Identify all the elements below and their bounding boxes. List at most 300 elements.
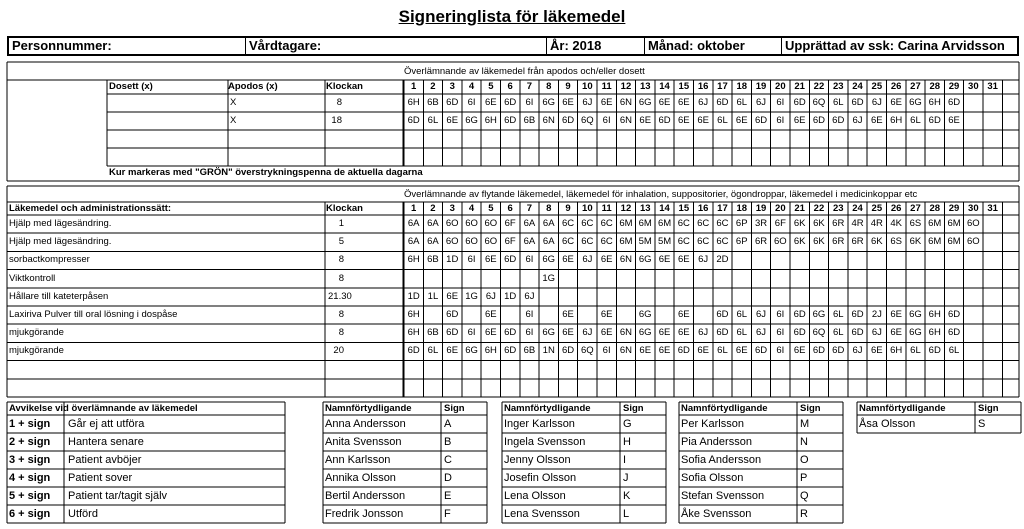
sign-cell[interactable] [964,148,983,166]
sign-cell[interactable] [809,148,828,166]
sign-cell[interactable] [713,148,732,166]
sign-cell[interactable]: 6J [852,115,863,126]
sign-cell[interactable]: 6L [717,115,728,126]
sign-cell[interactable] [944,148,963,166]
sign-cell[interactable] [694,361,713,379]
sign-cell[interactable] [983,233,1002,251]
sign-cell[interactable] [925,288,944,306]
sign-cell[interactable] [887,361,906,379]
sign-cell[interactable] [925,379,944,397]
sign-cell[interactable]: 1D [504,290,517,302]
sign-cell[interactable]: 6A [542,218,555,229]
sign-cell[interactable] [674,361,693,379]
sign-cell[interactable]: 6E [562,254,574,266]
sign-cell[interactable]: 6D [928,345,941,357]
sign-cell[interactable] [751,148,770,166]
sign-cell[interactable] [597,379,616,397]
sign-cell[interactable] [964,94,983,112]
sign-cell[interactable]: 6J [698,327,709,339]
sign-cell[interactable]: 6D [561,115,575,126]
apodos-cell[interactable]: X [230,115,237,126]
sign-cell[interactable] [713,270,732,288]
sign-cell[interactable] [751,379,770,397]
apodos-cell[interactable] [230,148,326,166]
sign-cell[interactable]: 1G [465,290,478,302]
sign-cell[interactable]: 6G [465,345,478,357]
sign-cell[interactable] [501,379,520,397]
sign-cell[interactable] [809,251,828,269]
sign-cell[interactable] [616,130,635,148]
sign-cell[interactable]: 6S [890,236,902,248]
sign-cell[interactable]: 6E [871,115,883,126]
sign-cell[interactable]: 6L [910,345,921,357]
sign-cell[interactable]: 6D [561,345,575,357]
sign-cell[interactable]: 6I [602,345,611,357]
sign-cell[interactable] [906,251,925,269]
sign-cell[interactable]: 6D [504,254,517,266]
sign-cell[interactable] [597,361,616,379]
sign-cell[interactable]: 5M [657,236,672,248]
sign-cell[interactable] [732,251,751,269]
sign-cell[interactable]: 6E [600,309,613,320]
sign-cell[interactable]: 6C [581,236,594,248]
sign-cell[interactable] [829,361,848,379]
sign-cell[interactable]: 6D [851,327,864,339]
sign-cell[interactable]: 6Q [580,115,594,126]
sign-cell[interactable]: 6N [619,97,633,108]
sign-cell[interactable] [694,306,713,324]
sign-cell[interactable]: 6M [657,218,672,229]
sign-cell[interactable]: 6D [812,345,826,357]
sign-cell[interactable] [790,148,809,166]
sign-cell[interactable]: 6L [736,97,748,108]
sign-cell[interactable]: 6K [793,218,806,229]
sign-cell[interactable]: 6Q [580,345,594,357]
sign-cell[interactable] [964,324,983,342]
sign-cell[interactable] [964,251,983,269]
sign-cell[interactable]: 6D [793,309,806,320]
sign-cell[interactable] [848,379,867,397]
sign-cell[interactable] [732,270,751,288]
sign-cell[interactable] [867,251,886,269]
sign-cell[interactable]: 6J [756,309,767,320]
sign-cell[interactable]: 6D [446,97,459,108]
sign-cell[interactable]: 6C [677,236,690,248]
sign-cell[interactable] [964,288,983,306]
sign-cell[interactable]: 6F [504,218,516,229]
sign-cell[interactable]: 6D [793,97,806,108]
sign-cell[interactable]: 6R [832,236,845,248]
sign-cell[interactable]: 6R [754,236,768,248]
sign-cell[interactable] [674,130,693,148]
sign-cell[interactable] [867,148,886,166]
sign-cell[interactable] [443,379,462,397]
sign-cell[interactable]: 6A [523,236,536,248]
sign-cell[interactable] [944,251,963,269]
sign-cell[interactable] [983,379,1002,397]
sign-cell[interactable]: 6E [485,309,497,320]
sign-cell[interactable] [636,130,655,148]
sign-cell[interactable]: 6A [427,236,439,248]
sign-cell[interactable] [829,148,848,166]
sign-cell[interactable] [829,288,848,306]
sign-cell[interactable]: 6K [909,236,922,248]
sign-cell[interactable] [983,342,1002,360]
sign-cell[interactable]: 6J [582,254,593,266]
sign-cell[interactable] [404,148,423,166]
sign-cell[interactable]: 6O [465,218,478,229]
sign-cell[interactable] [964,342,983,360]
sign-cell[interactable] [751,288,770,306]
sign-cell[interactable]: 6H [407,309,420,320]
sign-cell[interactable]: 6G [542,254,556,266]
sign-cell[interactable] [944,288,963,306]
sign-cell[interactable]: 6H [407,327,420,339]
sign-cell[interactable] [501,361,520,379]
sign-cell[interactable]: 6G [812,309,826,320]
sign-cell[interactable]: 6I [776,327,785,339]
sign-cell[interactable]: 6E [678,115,690,126]
sign-cell[interactable] [636,379,655,397]
sign-cell[interactable]: 1D [407,290,420,302]
sign-cell[interactable] [636,361,655,379]
sign-cell[interactable]: 6E [678,327,690,339]
sign-cell[interactable]: 6C [716,236,729,248]
sign-cell[interactable] [867,270,886,288]
sign-cell[interactable] [558,361,577,379]
sign-cell[interactable] [501,148,520,166]
sign-cell[interactable] [925,361,944,379]
sign-cell[interactable]: 6L [736,327,748,339]
sign-cell[interactable]: 2J [871,309,882,320]
sign-cell[interactable]: 6I [776,115,785,126]
sign-cell[interactable]: 6E [485,254,497,266]
sign-cell[interactable]: 6A [407,236,420,248]
sign-cell[interactable]: 6G [465,115,478,126]
sign-cell[interactable]: 6O [484,218,498,229]
sign-cell[interactable]: 6E [948,115,960,126]
sign-cell[interactable]: 6M [947,218,961,229]
sign-cell[interactable]: 6D [947,327,961,339]
sign-cell[interactable] [481,361,500,379]
sign-cell[interactable]: 6E [678,309,690,320]
dosett-cell[interactable] [109,130,227,148]
sign-cell[interactable]: 6D [812,115,826,126]
sign-cell[interactable]: 6E [446,115,459,126]
sign-cell[interactable]: 6N [542,115,555,126]
dosett-cell[interactable] [109,148,227,166]
sign-cell[interactable] [944,270,963,288]
sign-cell[interactable] [983,215,1002,233]
sign-cell[interactable]: 6E [658,345,671,357]
sign-cell[interactable] [829,270,848,288]
sign-cell[interactable] [964,112,983,130]
sign-cell[interactable] [887,288,906,306]
sign-cell[interactable]: 6R [851,236,864,248]
sign-cell[interactable] [539,148,558,166]
sign-cell[interactable] [578,288,597,306]
sign-cell[interactable] [616,361,635,379]
sign-cell[interactable]: 6E [639,345,652,357]
sign-cell[interactable] [771,270,790,288]
sign-cell[interactable]: 6E [562,327,574,339]
sign-cell[interactable] [655,288,674,306]
sign-cell[interactable]: 6D [851,309,864,320]
sign-cell[interactable]: 6L [427,115,439,126]
sign-cell[interactable]: 6H [928,309,941,320]
sign-cell[interactable] [713,361,732,379]
sign-cell[interactable]: 6G [638,327,652,339]
sign-cell[interactable] [906,148,925,166]
sign-cell[interactable] [925,270,944,288]
sign-cell[interactable] [790,361,809,379]
sign-cell[interactable]: 6L [717,345,728,357]
sign-cell[interactable]: 6C [581,218,594,229]
sign-cell[interactable] [558,130,577,148]
sign-cell[interactable]: 4R [851,218,864,229]
sign-cell[interactable] [597,288,616,306]
dosett-cell[interactable] [109,112,227,130]
sign-cell[interactable] [655,306,674,324]
sign-cell[interactable]: 6D [504,327,517,339]
sign-cell[interactable]: 6J [871,97,882,108]
sign-cell[interactable] [848,288,867,306]
sign-cell[interactable]: 6E [446,345,459,357]
sign-cell[interactable] [423,270,442,288]
sign-cell[interactable]: 6N [619,115,633,126]
sign-cell[interactable]: 6D [754,115,768,126]
sign-cell[interactable] [694,270,713,288]
sign-cell[interactable]: 6E [485,97,497,108]
sign-cell[interactable] [809,379,828,397]
sign-cell[interactable]: 6C [600,236,613,248]
sign-cell[interactable]: 6G [638,309,652,320]
sign-cell[interactable]: 6D [677,345,690,357]
sign-cell[interactable] [655,130,674,148]
sign-cell[interactable] [597,270,616,288]
sign-cell[interactable] [636,270,655,288]
sign-cell[interactable]: 6J [756,97,767,108]
sign-cell[interactable]: 6D [832,345,845,357]
sign-cell[interactable] [964,130,983,148]
sign-cell[interactable] [713,379,732,397]
sign-cell[interactable] [867,379,886,397]
sign-cell[interactable]: 6E [890,309,902,320]
sign-cell[interactable] [423,361,442,379]
sign-cell[interactable] [867,288,886,306]
sign-cell[interactable]: 6E [793,345,806,357]
sign-cell[interactable]: 6E [678,97,690,108]
sign-cell[interactable]: 1D [446,254,459,266]
sign-cell[interactable] [964,379,983,397]
sign-cell[interactable]: 6M [638,218,652,229]
sign-cell[interactable]: 6E [600,327,613,339]
sign-cell[interactable] [732,379,751,397]
sign-cell[interactable]: 6E [678,254,690,266]
sign-cell[interactable]: 6I [467,327,476,339]
sign-cell[interactable] [848,148,867,166]
sign-cell[interactable] [790,379,809,397]
sign-cell[interactable]: 6N [619,254,633,266]
sign-cell[interactable] [887,130,906,148]
sign-cell[interactable] [481,270,500,288]
sign-cell[interactable] [539,288,558,306]
sign-cell[interactable]: 6D [658,115,671,126]
sign-cell[interactable] [462,130,481,148]
sign-cell[interactable] [501,306,520,324]
sign-cell[interactable]: 6C [677,218,690,229]
sign-cell[interactable]: 6H [407,254,420,266]
sign-cell[interactable] [655,270,674,288]
sign-cell[interactable] [848,270,867,288]
sign-cell[interactable]: 6D [504,345,517,357]
sign-cell[interactable]: 6D [716,327,729,339]
sign-cell[interactable] [616,306,635,324]
sign-cell[interactable] [925,130,944,148]
sign-cell[interactable] [964,361,983,379]
sign-cell[interactable]: 6J [871,327,882,339]
sign-cell[interactable]: 6M [928,236,942,248]
sign-cell[interactable]: 6E [697,115,709,126]
sign-cell[interactable]: 6C [600,218,613,229]
sign-cell[interactable]: 6E [697,345,709,357]
sign-cell[interactable] [694,379,713,397]
sign-cell[interactable]: 6A [542,236,555,248]
sign-cell[interactable] [713,130,732,148]
sign-cell[interactable] [558,288,577,306]
sign-cell[interactable] [906,379,925,397]
sign-cell[interactable] [501,130,520,148]
sign-cell[interactable] [674,148,693,166]
sign-cell[interactable]: 3R [754,218,768,229]
sign-cell[interactable] [462,379,481,397]
sign-cell[interactable]: 6L [832,97,844,108]
sign-cell[interactable]: 6I [525,254,534,266]
sign-cell[interactable] [462,270,481,288]
sign-cell[interactable]: 6M [619,236,633,248]
sign-cell[interactable]: 6C [697,218,710,229]
sign-cell[interactable]: 6I [525,309,534,320]
apodos-cell[interactable] [230,130,326,148]
sign-cell[interactable]: 6B [427,254,439,266]
sign-cell[interactable]: 6G [542,97,556,108]
sign-cell[interactable]: 1G [542,272,556,284]
sign-cell[interactable] [578,379,597,397]
sign-cell[interactable]: 6O [465,236,478,248]
sign-cell[interactable] [771,361,790,379]
sign-cell[interactable]: 6G [909,327,922,339]
sign-cell[interactable] [790,288,809,306]
sign-cell[interactable] [964,270,983,288]
sign-cell[interactable] [520,148,539,166]
sign-cell[interactable]: 6E [639,115,652,126]
sign-cell[interactable]: 6Q [812,97,826,108]
sign-cell[interactable]: 6H [890,345,903,357]
sign-cell[interactable]: 6G [542,327,556,339]
sign-cell[interactable]: 6E [562,97,574,108]
sign-cell[interactable] [404,379,423,397]
sign-cell[interactable]: 6D [446,309,459,320]
sign-cell[interactable]: 6F [774,218,786,229]
sign-cell[interactable]: 6C [716,218,729,229]
sign-cell[interactable]: 6O [445,236,459,248]
sign-cell[interactable]: 6O [484,236,498,248]
sign-cell[interactable] [848,130,867,148]
sign-cell[interactable]: 6H [928,327,941,339]
sign-cell[interactable] [829,130,848,148]
sign-cell[interactable]: 6E [446,290,459,302]
sign-cell[interactable] [983,270,1002,288]
sign-cell[interactable] [597,148,616,166]
sign-cell[interactable]: 6E [735,345,748,357]
sign-cell[interactable] [597,130,616,148]
sign-cell[interactable]: 6K [871,236,883,248]
sign-cell[interactable]: 6D [928,115,941,126]
sign-cell[interactable] [404,270,423,288]
sign-cell[interactable] [809,270,828,288]
sign-cell[interactable] [655,379,674,397]
sign-cell[interactable] [655,148,674,166]
sign-cell[interactable]: 6D [407,345,420,357]
sign-cell[interactable]: 6D [407,115,420,126]
sign-cell[interactable] [790,130,809,148]
sign-cell[interactable] [751,361,770,379]
sign-cell[interactable]: 6D [947,97,961,108]
sign-cell[interactable] [751,251,770,269]
sign-cell[interactable]: 6K [813,218,825,229]
sign-cell[interactable]: 6D [947,309,961,320]
sign-cell[interactable]: 6E [890,327,902,339]
sign-cell[interactable]: 6I [776,345,785,357]
sign-cell[interactable]: 6D [446,327,459,339]
sign-cell[interactable]: 6J [698,254,709,266]
sign-cell[interactable] [636,288,655,306]
sign-cell[interactable] [674,379,693,397]
sign-cell[interactable]: 6E [485,327,497,339]
sign-cell[interactable] [867,130,886,148]
sign-cell[interactable]: 6E [793,115,806,126]
sign-cell[interactable] [655,361,674,379]
sign-cell[interactable] [983,130,1002,148]
sign-cell[interactable] [539,130,558,148]
sign-cell[interactable]: 6P [735,236,748,248]
sign-cell[interactable] [501,270,520,288]
sign-cell[interactable] [732,288,751,306]
sign-cell[interactable]: 6L [832,327,844,339]
sign-cell[interactable] [578,306,597,324]
sign-cell[interactable]: 6F [504,236,516,248]
sign-cell[interactable]: 6B [523,115,536,126]
sign-cell[interactable]: 6M [619,218,633,229]
sign-cell[interactable] [925,148,944,166]
sign-cell[interactable] [616,288,635,306]
sign-cell[interactable]: 6E [658,97,671,108]
sign-cell[interactable] [443,270,462,288]
sign-cell[interactable] [423,379,442,397]
sign-cell[interactable] [771,288,790,306]
sign-cell[interactable] [983,288,1002,306]
sign-cell[interactable]: 6A [407,218,420,229]
sign-cell[interactable]: 6I [602,115,611,126]
sign-cell[interactable]: 1N [542,345,555,357]
sign-cell[interactable] [578,148,597,166]
sign-cell[interactable]: 6D [504,97,517,108]
sign-cell[interactable]: 6L [736,309,748,320]
sign-cell[interactable]: 5M [638,236,652,248]
sign-cell[interactable] [481,379,500,397]
sign-cell[interactable] [539,379,558,397]
sign-cell[interactable]: 6E [658,327,671,339]
